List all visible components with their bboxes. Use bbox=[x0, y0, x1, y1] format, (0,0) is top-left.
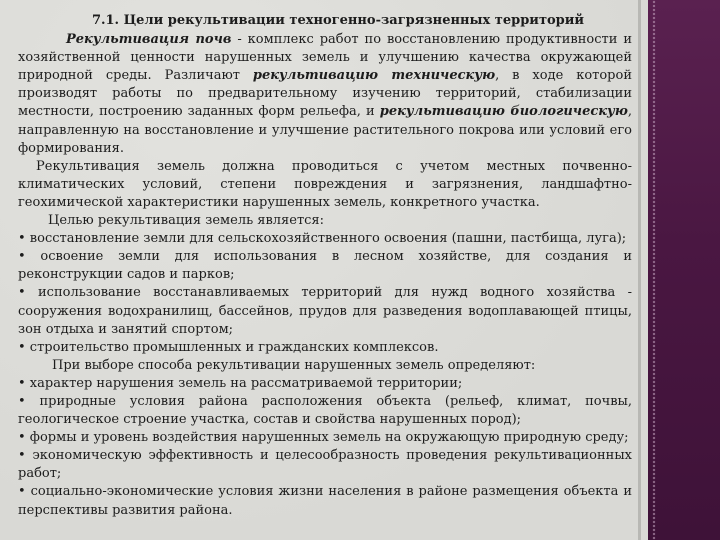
document-body bbox=[18, 12, 632, 520]
list-item: • экономическую эффективность и целесообразность проведения рекультивационных работ; bbox=[18, 448, 632, 482]
list-item: • использование восстанавливаемых территорий для нужд водного хозяйства - сооружения водохранилищ, бассейнов, прудов для разведения водоплавающей птицы, зон отдыха и занятий спортом; bbox=[18, 285, 632, 337]
decorative-sidebar bbox=[648, 0, 720, 540]
conditions-paragraph: Рекультивация земель должна проводиться с учетом местных почвенно-климатических условий, степени повреждения и загрязнения, ландшафтно-геохимической характеристики нарушенных земель, конкретного участка. bbox=[18, 158, 632, 210]
list-item: • формы и уровень воздействия нарушенных земель на окружающую природную среду; bbox=[18, 430, 629, 446]
document-title: 7.1. Цели рекультивации техногенно-загрязненных территорий bbox=[91, 13, 585, 28]
list-item: • восстановление земли для сельскохозяйственного освоения (пашни, пастбища, луга); bbox=[18, 231, 627, 247]
list-item: • социально-экономические условия жизни населения в районе размещения объекта и перспективы развития района. bbox=[18, 484, 632, 518]
term-technical-reclamation: рекультивацию техническую bbox=[252, 68, 496, 84]
list-item: • природные условия района расположения объекта (рельеф, климат, почвы, геологическое строение участка, состав и свойства нарушенных пород); bbox=[18, 393, 632, 428]
term-biological-reclamation: рекультивацию биологическую bbox=[379, 104, 628, 120]
list-item: • освоение земли для использования в лесном хозяйстве, для создания и реконструкции садов и парков; bbox=[18, 249, 632, 283]
factors-heading: При выборе способа рекультивации нарушенных земель определяют: bbox=[52, 357, 536, 373]
sidebar-dotted-border bbox=[652, 0, 656, 540]
term-soil-reclamation: Рекультивация почв bbox=[66, 32, 232, 48]
intro-paragraph: Рекультивация почв - комплекс работ по восстановлению продуктивности и хозяйственной ценности нарушенных земель и улучшению качества окружающей природной среды. Различают рекультивацию техническую, в ходе которой производят работы по предварительному изучению территорий, стабилизации местности, построению заданных форм рельефа, и рекультивацию биологическую, направленную на восстановление и улучшение растительного покрова или условий его формирования. bbox=[18, 32, 632, 156]
list-item: • строительство промышленных и гражданских комплексов. bbox=[18, 339, 439, 355]
goals-heading: Целью рекультивация земель является: bbox=[48, 213, 325, 229]
page-edge-line bbox=[638, 0, 641, 540]
list-item: • характер нарушения земель на рассматриваемой территории; bbox=[18, 375, 463, 391]
